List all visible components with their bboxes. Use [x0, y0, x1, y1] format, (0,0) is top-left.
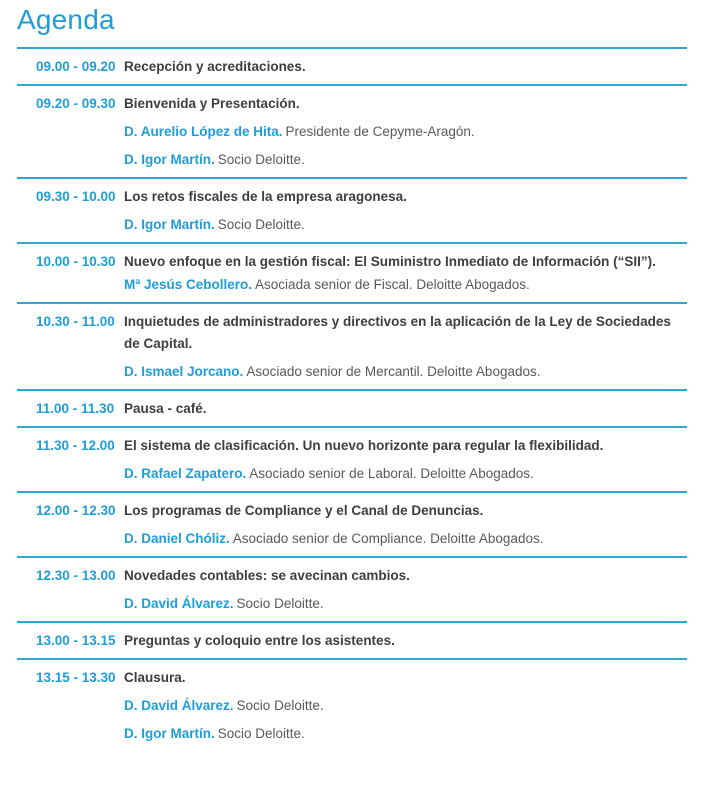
agenda-speaker: [124, 214, 687, 236]
agenda-row-time: 11.00 - 11.30: [36, 401, 115, 416]
agenda-row-time: 11.30 - 12.00: [36, 438, 115, 453]
agenda-speaker-role: Socio Deloitte.: [217, 217, 305, 232]
agenda-row-time: 13.15 - 13.30: [36, 670, 116, 685]
agenda-row-time: 12.00 - 12.30: [36, 503, 116, 518]
agenda-row-content: [124, 667, 687, 745]
agenda-speaker-name: D. Ismael Jorcano.: [124, 364, 244, 379]
agenda-speaker: [124, 121, 687, 143]
agenda-speaker-role: Socio Deloitte.: [236, 698, 324, 713]
agenda-row-content: [124, 56, 687, 78]
agenda-row-title: Preguntas y coloquio entre los asistentes.: [124, 633, 395, 648]
agenda-row-time: 12.30 - 13.00: [36, 568, 116, 583]
agenda-speaker-name: D. Aurelio López de Hita.: [124, 124, 283, 139]
agenda-speaker-role: Asociado senior de Laboral. Deloitte Abogados.: [249, 466, 534, 481]
agenda-row: [17, 621, 687, 658]
agenda-row-title: Bienvenida y Presentación.: [124, 96, 300, 111]
agenda-speaker-name: Mª Jesús Cebollero.: [124, 277, 253, 292]
agenda-row-content: [124, 435, 687, 485]
agenda-speaker-name: D. David Álvarez.: [124, 698, 234, 713]
agenda-row: [17, 47, 687, 84]
agenda-row: [17, 556, 687, 621]
agenda-speaker-name: D. Igor Martín.: [124, 726, 215, 741]
agenda-row-time: 10.30 - 11.00: [36, 314, 115, 329]
agenda-row-content: [124, 311, 687, 383]
agenda-row-title: Inquietudes de administradores y directivos en la aplicación de la Ley de Sociedades de Capital.: [124, 314, 671, 351]
agenda-row-title: El sistema de clasificación. Un nuevo horizonte para regular la flexibilidad.: [124, 438, 604, 453]
agenda-row-title: Pausa - café.: [124, 401, 207, 416]
agenda-speaker-name: D. David Álvarez.: [124, 596, 234, 611]
agenda-speaker: [124, 361, 687, 383]
agenda-row-content: [124, 251, 687, 296]
agenda-row-content: [124, 186, 687, 236]
agenda-table: [17, 47, 687, 751]
agenda-row: [17, 389, 687, 426]
agenda-speaker-name: D. Igor Martín.: [124, 152, 215, 167]
agenda-row-time: 09.00 - 09.20: [36, 59, 116, 74]
agenda-row: [17, 177, 687, 242]
agenda-speaker-name: D. Rafael Zapatero.: [124, 466, 247, 481]
agenda-speaker-role: Presidente de Cepyme-Aragón.: [285, 124, 475, 139]
agenda-speaker-role: Asociado senior de Mercantil. Deloitte Abogados.: [246, 364, 541, 379]
agenda-row-content: [124, 500, 687, 550]
agenda-row-time: 09.30 - 10.00: [36, 189, 116, 204]
agenda-speaker: [124, 463, 687, 485]
agenda-speaker: [124, 723, 687, 745]
agenda-speaker-name: D. Igor Martín.: [124, 217, 215, 232]
agenda-row-title: Clausura.: [124, 670, 186, 685]
agenda-row-content: [124, 565, 687, 615]
agenda-row-time: 13.00 - 13.15: [36, 633, 116, 648]
agenda-speaker: [124, 149, 687, 171]
agenda-row-title: Los programas de Compliance y el Canal de Denuncias.: [124, 503, 484, 518]
agenda-row-content: [124, 630, 687, 652]
agenda-speaker-role: Asociado senior de Compliance. Deloitte Abogados.: [232, 531, 544, 546]
agenda-row: [17, 84, 687, 177]
agenda-row: [17, 426, 687, 491]
page-title: Agenda: [17, 4, 115, 35]
agenda-row: [17, 658, 687, 751]
agenda-row-title: Recepción y acreditaciones.: [124, 59, 306, 74]
agenda-speaker-name: D. Daniel Chóliz.: [124, 531, 230, 546]
agenda-row-title: Nuevo enfoque en la gestión fiscal: El Suministro Inmediato de Información (“SII”).: [124, 254, 656, 269]
agenda-speaker: [124, 593, 687, 615]
agenda-row: [17, 302, 687, 389]
agenda-row-content: [124, 398, 687, 420]
agenda-speaker-role: Socio Deloitte.: [217, 726, 305, 741]
agenda-speaker-role: Socio Deloitte.: [217, 152, 305, 167]
agenda-speaker: [124, 695, 687, 717]
agenda-row-time: 09.20 - 09.30: [36, 96, 116, 111]
agenda-row-title: Los retos fiscales de la empresa aragonesa.: [124, 189, 407, 204]
agenda-row: [17, 242, 687, 302]
agenda-row-time: 10.00 - 10.30: [36, 254, 116, 269]
agenda-speaker: [124, 528, 687, 550]
agenda-row-content: [124, 93, 687, 171]
agenda-speaker-role: Asociada senior de Fiscal. Deloitte Abogados.: [255, 277, 530, 292]
agenda-speaker-role: Socio Deloitte.: [236, 596, 324, 611]
agenda-row: [17, 491, 687, 556]
agenda-row-title: Novedades contables: se avecinan cambios.: [124, 568, 410, 583]
agenda-speaker: [124, 274, 687, 296]
